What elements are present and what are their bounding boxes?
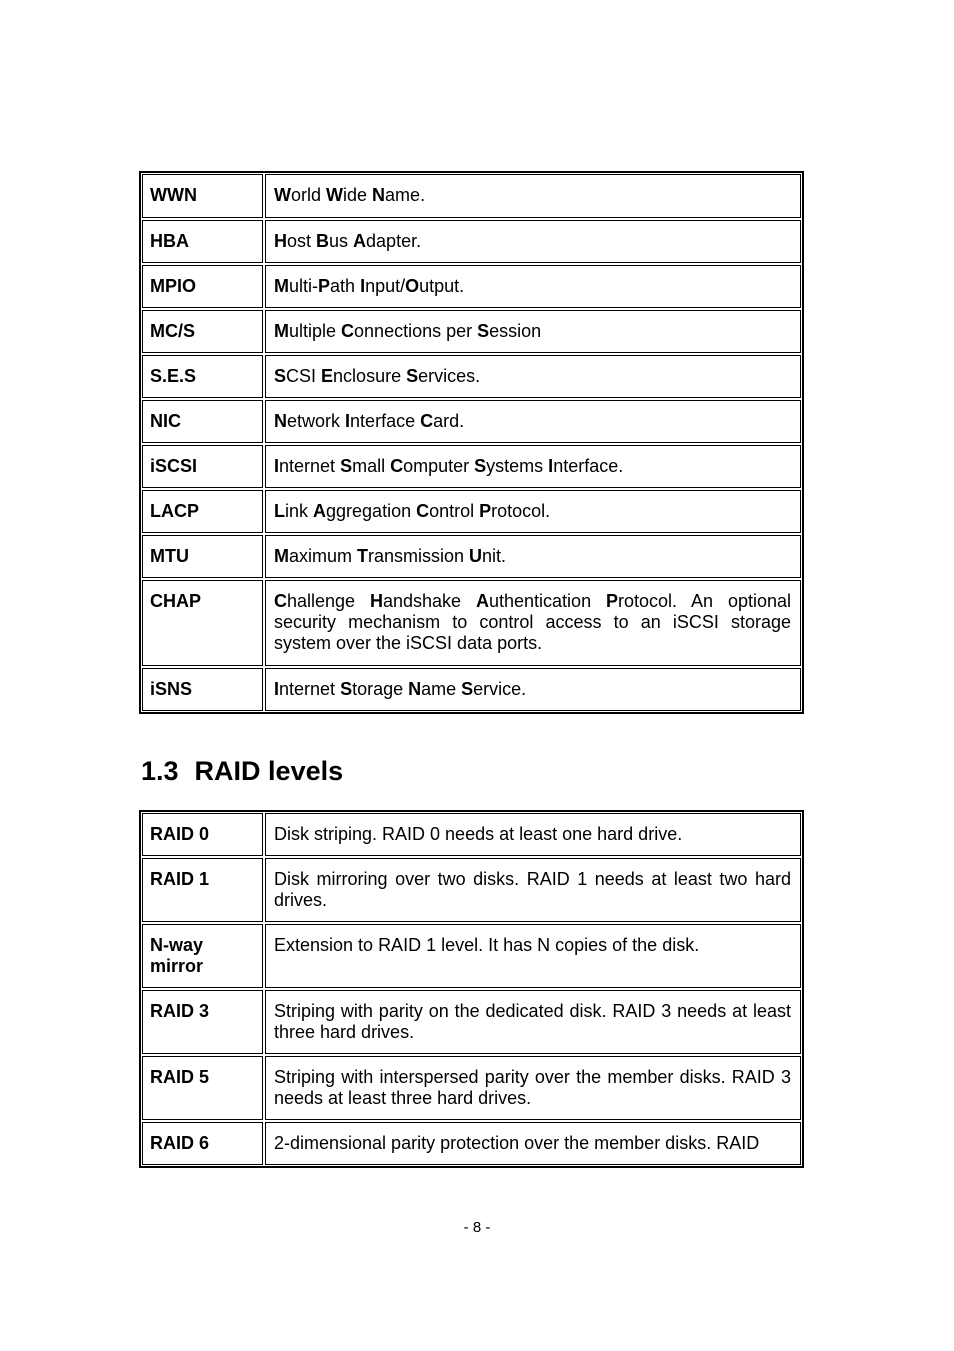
definition-text: uthentication [489, 591, 607, 611]
raid-level-description: Striping with interspersed parity over the member disks. RAID 3 needs at least three hard drives. [265, 1056, 801, 1120]
definition-text: ulti- [289, 276, 319, 296]
glossary-term: MPIO [142, 265, 263, 308]
raid-level-name: RAID 5 [142, 1056, 263, 1120]
definition-initial: E [321, 366, 334, 386]
definition-text: ultiple [289, 321, 342, 341]
definition-text: nterface [350, 411, 421, 431]
table-row [142, 490, 801, 533]
glossary-term: iSNS [142, 668, 263, 711]
glossary-term: NIC [142, 400, 263, 443]
definition-text: nclosure [333, 366, 407, 386]
definition-text: ransmission [368, 546, 470, 566]
definition-initial: S [406, 366, 419, 386]
glossary-term: S.E.S [142, 355, 263, 398]
glossary-definition [265, 535, 801, 578]
glossary-definition [265, 355, 801, 398]
definition-initial: B [316, 231, 330, 251]
glossary-definition [265, 668, 801, 711]
table-row [142, 813, 801, 856]
definition-initial: A [313, 501, 327, 521]
table-row [142, 668, 801, 711]
definition-text: orld [291, 185, 327, 205]
glossary-definition [265, 400, 801, 443]
definition-initial: W [274, 185, 291, 205]
glossary-term: LACP [142, 490, 263, 533]
definition-initial: U [469, 546, 483, 566]
definition-initial: I [274, 679, 280, 699]
glossary-definition [265, 580, 801, 666]
definition-text: torage [352, 679, 409, 699]
definition-text: etwork [287, 411, 346, 431]
definition-text: nternet [279, 456, 341, 476]
raid-level-description: Disk striping. RAID 0 needs at least one hard drive. [265, 813, 801, 856]
raid-level-name: N-way mirror [142, 924, 263, 988]
definition-text: omputer [403, 456, 475, 476]
raid-level-name: RAID 0 [142, 813, 263, 856]
table-row [142, 580, 801, 666]
glossary-definition [265, 310, 801, 353]
glossary-term: HBA [142, 220, 263, 263]
definition-initial: I [360, 276, 366, 296]
definition-text: dapter. [366, 231, 422, 251]
table-row [142, 858, 801, 922]
definition-initial: S [274, 366, 287, 386]
definition-text: nterface. [553, 456, 624, 476]
definition-initial: M [274, 276, 289, 296]
definition-text: ystems [486, 456, 549, 476]
definition-text: us [329, 231, 354, 251]
definition-text: nit. [482, 546, 507, 566]
definition-initial: M [274, 321, 289, 341]
glossary-term: iSCSI [142, 445, 263, 488]
definition-initial: S [474, 456, 487, 476]
definition-text: ame. [385, 185, 426, 205]
definition-initial: C [341, 321, 355, 341]
definition-text: ggregation [326, 501, 417, 521]
definition-initial: S [340, 456, 353, 476]
table-row [142, 174, 801, 218]
glossary-term: MC/S [142, 310, 263, 353]
definition-initial: C [390, 456, 404, 476]
raid-level-description: 2-dimensional parity protection over the member disks. RAID [265, 1122, 801, 1165]
definition-text: CSI [286, 366, 322, 386]
definition-text: onnections per [354, 321, 478, 341]
raid-level-name: RAID 1 [142, 858, 263, 922]
table-row [142, 355, 801, 398]
definition-initial: C [416, 501, 430, 521]
table-row [142, 924, 801, 988]
definition-initial: M [274, 546, 289, 566]
table-row [142, 310, 801, 353]
definition-text: ost [287, 231, 317, 251]
definition-text: andshake [383, 591, 476, 611]
definition-initial: C [274, 591, 287, 611]
definition-text: utput. [419, 276, 465, 296]
section-number: 1.3 [141, 756, 179, 786]
definition-text: mall [352, 456, 391, 476]
glossary-table [139, 171, 804, 714]
definition-text: hallenge [287, 591, 370, 611]
definition-initial: N [408, 679, 422, 699]
definition-initial: H [370, 591, 383, 611]
definition-text: ession [489, 321, 542, 341]
definition-text: ervices. [418, 366, 481, 386]
definition-initial: S [461, 679, 474, 699]
definition-initial: O [405, 276, 420, 296]
definition-initial: C [420, 411, 434, 431]
definition-initial: S [477, 321, 490, 341]
glossary-term: WWN [142, 174, 263, 218]
glossary-definition [265, 174, 801, 218]
definition-initial: T [357, 546, 369, 566]
definition-text: nternet [279, 679, 341, 699]
definition-initial: W [326, 185, 344, 205]
glossary-term: MTU [142, 535, 263, 578]
table-row [142, 535, 801, 578]
glossary-definition [265, 445, 801, 488]
section-title: RAID levels [194, 756, 344, 786]
definition-text: ame [421, 679, 462, 699]
definition-initial: I [345, 411, 351, 431]
raid-level-description: Disk mirroring over two disks. RAID 1 needs at least two hard drives. [265, 858, 801, 922]
definition-text: ard. [433, 411, 465, 431]
definition-text: ontrol [429, 501, 480, 521]
definition-text: rotocol. [491, 501, 551, 521]
page-number: - 8 - [463, 1219, 491, 1236]
raid-level-name: RAID 6 [142, 1122, 263, 1165]
definition-text: ervice. [473, 679, 527, 699]
definition-initial: P [606, 591, 619, 611]
definition-text: ide [343, 185, 373, 205]
definition-initial: S [340, 679, 353, 699]
definition-text: ink [285, 501, 314, 521]
section-heading [141, 752, 343, 790]
glossary-term: CHAP [142, 580, 263, 666]
table-row [142, 220, 801, 263]
table-row [142, 400, 801, 443]
definition-initial: P [318, 276, 331, 296]
glossary-definition [265, 490, 801, 533]
definition-initial: L [274, 501, 285, 521]
glossary-definition [265, 220, 801, 263]
definition-initial: H [274, 231, 287, 251]
definition-text: ath [330, 276, 361, 296]
table-row [142, 445, 801, 488]
definition-text: aximum [289, 546, 358, 566]
raid-level-name: RAID 3 [142, 990, 263, 1054]
definition-initial: N [274, 411, 287, 431]
table-row [142, 265, 801, 308]
definition-initial: I [274, 456, 280, 476]
raid-level-description: Striping with parity on the dedicated disk. RAID 3 needs at least three hard drives. [265, 990, 801, 1054]
table-row [142, 1056, 801, 1120]
definition-text: nput/ [365, 276, 406, 296]
definition-initial: A [353, 231, 367, 251]
definition-text: rotocol. An optional security mechanism to control access to an iSCSI storage system over the iSCSI data ports. [274, 591, 791, 653]
glossary-definition [265, 265, 801, 308]
definition-initial: A [476, 591, 489, 611]
definition-initial: N [372, 185, 386, 205]
definition-initial: P [479, 501, 492, 521]
raid-level-description: Extension to RAID 1 level. It has N copies of the disk. [265, 924, 801, 988]
raid-levels-table [139, 810, 804, 1168]
definition-initial: I [548, 456, 554, 476]
table-row [142, 990, 801, 1054]
table-row [142, 1122, 801, 1165]
